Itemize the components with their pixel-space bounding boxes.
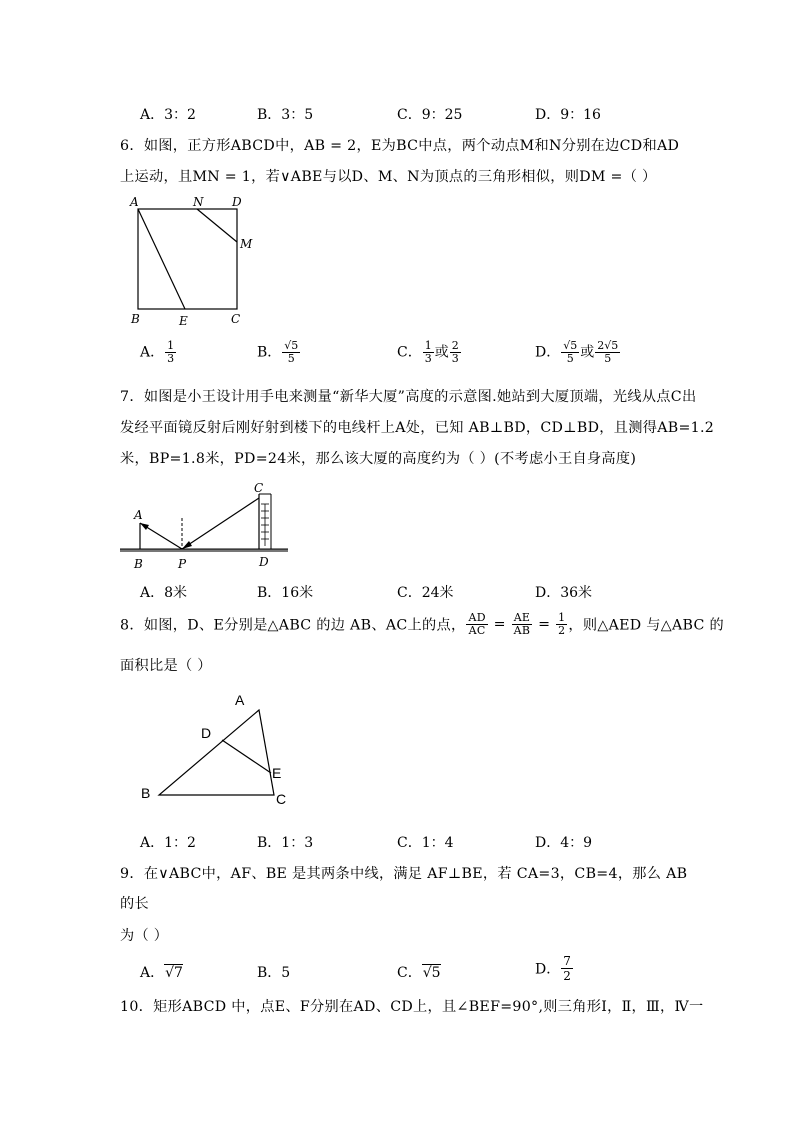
q7-label-a: A — [134, 508, 143, 522]
q8-option-d: D．4：9 — [535, 835, 593, 851]
q6-c2-den: 3 — [451, 352, 459, 365]
q7-text-line3: 米，BP=1.8米，PD=24米，那么该大厦的高度约为（ ）(不考虑小王自身高度) — [120, 451, 637, 467]
q6-option-d — [535, 340, 621, 365]
q8-fraction-ae-ab — [512, 612, 533, 637]
q6-option-c — [397, 340, 462, 365]
q8-f2-den: AB — [513, 624, 531, 637]
q7-text-line1: 7．如图是小王设计用手电来测量“新华大厦”高度的示意图.她站到大厦顶端，光线从点C出 — [120, 389, 697, 405]
q9-text-line2: 的长 — [120, 896, 149, 912]
q9-option-c — [397, 962, 441, 982]
q7-label-c: C — [254, 481, 264, 495]
q8-f1-num: AD — [468, 611, 486, 624]
q6-label-m: M — [240, 237, 253, 251]
q6-label-c: C — [231, 312, 241, 326]
q6-option-b-prefix: B． — [257, 344, 282, 361]
q8-text-post: ，则△AED 与△ABC 的 — [568, 617, 724, 634]
q7-option-c: C．24米 — [397, 585, 454, 601]
q5-option-b: B．3：5 — [257, 107, 314, 123]
q8-text-pre: 8．如图，D、E分别是△ABC 的边 AB、AC上的点， — [120, 617, 466, 634]
q5-option-d: D．9：16 — [535, 107, 601, 123]
q6-b-num: √5 — [284, 339, 299, 352]
q5-option-a: A．3：2 — [140, 107, 196, 123]
q7-option-d: D．36米 — [535, 585, 593, 601]
q9-option-d-prefix: D． — [535, 961, 561, 978]
q9-d-num: 7 — [563, 954, 571, 968]
q6-option-b-fraction — [282, 340, 300, 365]
q8-triangle-figure — [135, 686, 295, 810]
q6-option-d-fraction-2 — [595, 340, 620, 365]
q8-f3-den: 2 — [558, 624, 566, 637]
q6-label-a: A — [130, 195, 139, 209]
q9-option-d-fraction — [561, 954, 573, 983]
q6-option-b — [257, 340, 301, 365]
q8-f2-num: AE — [512, 612, 533, 625]
q6-option-d-prefix: D． — [535, 344, 561, 361]
q7-label-b: B — [134, 557, 143, 571]
q6-option-c-fraction-1 — [423, 340, 434, 365]
q9-text-line3: 为（ ） — [120, 928, 169, 944]
q6-option-a-prefix: A． — [140, 344, 165, 361]
q8-label-d: D — [201, 725, 212, 741]
q8-label-a: A — [235, 692, 245, 708]
q6-option-c-prefix: C． — [397, 344, 422, 361]
q8-label-c: C — [276, 791, 287, 807]
q8-fraction-half — [556, 612, 567, 637]
q6-b-den: 5 — [287, 352, 295, 365]
q8-text-line2: 面积比是（ ） — [120, 658, 212, 674]
q10-text-line1: 10．矩形ABCD 中，点E、F分别在AD、CD上，且∠BEF=90°,则三角形Ⅰ，Ⅱ，Ⅲ，Ⅳ一 — [120, 999, 704, 1015]
q8-eq2: = — [533, 616, 556, 633]
q8-fraction-ad-ac — [466, 612, 487, 637]
q7-building-figure — [118, 480, 298, 572]
q6-option-a-fraction — [165, 340, 176, 365]
q6-c2-num: 2 — [451, 339, 459, 352]
q8-f1-den: AC — [468, 624, 486, 637]
q6-square-figure — [128, 192, 268, 332]
q7-label-p: P — [178, 557, 187, 571]
q6-d-or: 或 — [580, 344, 595, 361]
q6-label-d: D — [232, 195, 242, 209]
q8-label-e: E — [272, 765, 282, 781]
q8-option-a: A．1：2 — [140, 835, 196, 851]
q9-option-a-prefix: A． — [140, 965, 165, 981]
q6-label-b: B — [131, 312, 140, 326]
q9-option-a-value: √7 — [165, 965, 183, 981]
q6-label-n: N — [193, 195, 204, 209]
q6-d1-den: 5 — [566, 352, 574, 365]
q7-option-b: B．16米 — [257, 585, 314, 601]
q6-d2-num: 2√5 — [597, 339, 619, 352]
q9-text-line1: 9．在∨ABC中，AF、BE 是其两条中线，满足 AF⊥BE，若 CA=3，CB=4，那么 AB — [120, 866, 688, 882]
q8-option-c: C．1：4 — [397, 835, 454, 851]
q8-label-b: B — [141, 785, 151, 801]
q7-text-line2: 发经平面镜反射后刚好射到楼下的电线杆上A处，已知 AB⊥BD，CD⊥BD，且测得AB=1.2 — [120, 420, 715, 436]
q6-c1-num: 1 — [424, 339, 432, 352]
q6-d2-den: 5 — [604, 352, 612, 365]
q8-f3-num: 1 — [558, 611, 566, 624]
q5-option-c: C．9：25 — [397, 107, 463, 123]
q9-option-c-prefix: C． — [397, 965, 422, 981]
q9-d-den: 2 — [563, 969, 571, 983]
q7-option-a: A．8米 — [140, 585, 188, 601]
q8-option-b: B．1：3 — [257, 835, 314, 851]
q6-a-den: 3 — [167, 352, 175, 365]
q6-label-e: E — [179, 314, 188, 328]
q9-option-b: B．5 — [257, 965, 291, 981]
q8-text-line1 — [120, 612, 724, 637]
q6-text-line1: 6．如图，正方形ABCD中，AB = 2，E为BC中点，两个动点M和N分别在边CD和AD — [120, 138, 680, 154]
q9-option-c-value: √5 — [422, 965, 441, 981]
q6-option-c-fraction-2 — [450, 340, 461, 365]
q8-eq1: = — [488, 616, 511, 633]
q6-text-line2: 上运动，且MN = 1，若∨ABE与以D、M、N为顶点的三角形相似，则DM =（ ） — [120, 169, 657, 185]
q6-c-or: 或 — [434, 344, 449, 361]
q6-option-a — [140, 340, 177, 365]
q9-option-a — [140, 962, 183, 982]
q6-a-num: 1 — [167, 339, 175, 352]
q6-c1-den: 3 — [424, 352, 432, 365]
q6-d1-num: √5 — [563, 339, 578, 352]
q7-label-d: D — [259, 555, 269, 569]
q9-option-d — [535, 954, 574, 983]
q6-option-d-fraction-1 — [561, 340, 579, 365]
